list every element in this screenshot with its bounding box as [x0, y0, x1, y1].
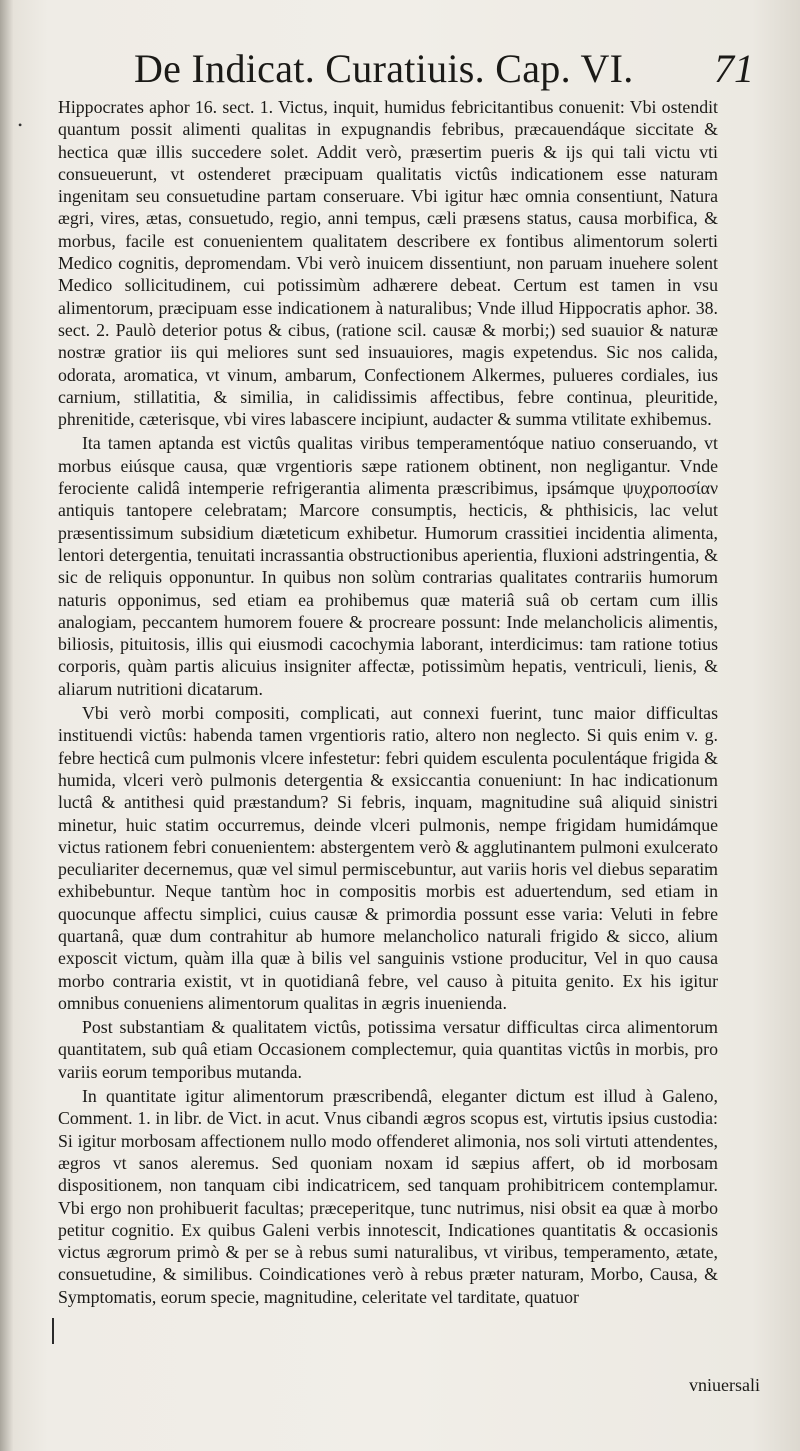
paragraph-2: Ita tamen aptanda est victûs qualitas viribus temperamentóque natiuo conseruando, vt morbus eiúsque causa, quæ vrgentioris sæpe rationem obtinent, non negligantur. Vnde ferociente calidâ intemperie refrigerantia alimenta præscribimus, ipsámque ψυχροποσίαν antiquis tantopere celebratam; Marcore consumptis, hecticis, & phthisicis, lac velut præsentissimum subsidium diæteticum exhibetur. Humorum crassitiei incidentia alimenta, lentori detergentia, tenuitati incrassantia obstructionibus aperientia, fluxioni adstringentia, & sic de reliquis opponuntur. In quibus non solùm contrarias qualitates contrariis humorum naturis opponimus, sed etiam ea prohibemus quæ materiâ suâ ob certam cum illis analogiam, peccantem humorem fouere & procreare possunt: Inde melancholicis alimentis, biliosis, pituitosis, illis qui eiusmodi cacochymia laborant, interdicimus: tam ratione totius corporis, quàm partis alicuius insigniter affectæ, potissimùm hepatis, ventriculi, lienis, & aliarum nutritioni dicatarum. — [58, 433, 718, 699]
paragraph-3: Vbi verò morbi compositi, complicati, aut connexi fuerint, tunc maior difficultas instituendi victûs: habenda tamen vrgentioris ratio, altero non neglecto. Si quis enim v. g. febre hecticâ cum pulmonis vlcere infestetur: febri quidem esculenta poculentáque frigida & humida, vlceri verò pulmonis detergentia & exsiccantia conueniunt: In hac indicationum luctâ & antithesi quid præstandum? Si febris, inquam, magnitudine suâ aliquid sinistri minetur, huic statim occurremus, deinde vlceri pulmonis, nempe frigidam humidámque victus rationem febri conuenientem: abstergentem verò & agglutinantem pulmoni exulcerato peculiariter decernemus, quæ vel simul permiscebuntur, aut variis horis vel diebus separatim exhibebuntur. Neque tantùm hoc in compositis morbis est aduertendum, sed etiam in quocunque affectu simplici, cuius causæ & primordia possunt esse varia: Veluti in febre quartanâ, quæ dum contrahitur ab humore melancholico naturali frigido & sicco, alium exposcit victum, quàm illa quæ à bilis vel sanguinis vstione producitur, Vel in quo causa morbo contraria existit, vt in quotidianâ febre, vel causo à pituita genito. Ex his igitur omnibus conueniens alimentorum qualitas in ægris inuenienda. — [58, 703, 718, 1013]
body-text — [58, 96, 718, 1308]
margin-rule — [52, 1318, 54, 1344]
paragraph-4: Post substantiam & qualitatem victûs, potissima versatur difficultas circa alimentorum quantitatem, sub quâ etiam Occasionem complectemur, quia quantitas victûs in morbis, pro variis eorum temporibus mutanda. — [58, 1017, 718, 1082]
catchword: vniuersali — [689, 1375, 760, 1395]
page-fold-shadow — [0, 0, 14, 1451]
running-title: De Indicat. Curatiuis. Cap. VI. — [134, 46, 634, 91]
paragraph-1: Hippocrates aphor 16. sect. 1. Victus, inquit, humidus febricitantibus conuenit: Vbi ostendit quantum possit alimenti qualitas in expugnandis febribus, præcauendáque siccitate & hectica quæ illis succedere solet. Addit verò, præsertim pueris & ijs qui tali victu vti consueuerunt, vt ostenderet præcipuam qualitatis victûs indicationem esse naturam ingenitam seu consuetudine partam conseruare. Vbi igitur hæc omnia consentiunt, Natura ægri, vires, ætas, consuetudo, regio, anni tempus, cæli præsens status, causa morbifica, & morbus, facile est conuenientem qualitatem describere ex fontibus alimentorum solerti Medico cognitis, depromendam. Vbi verò inuicem dissentiunt, non paruam inuehere solent Medico sollicitudinem, cui potissimùm adhærere debeat. Certum est tamen in vsu alimentorum, præcipuam esse indicationem à naturalibus; Vnde illud Hippocratis aphor. 38. sect. 2. Paulò deterior potus & cibus, (ratione scil. causæ & morbi;) sed suauior & naturæ nostræ gratior iis qui meliores sunt sed insuauiores, magis expetendus. Sic nos calida, odorata, aromatica, vt vinum, ambarum, Confectionem Alkermes, pulueres cordiales, ius carnium, stillatitia, & similia, in calidissimis affectibus, febre continua, pleuritide, phrenitide, cæterisque, vbi vires labascere incipiunt, audacter & summa vtilitate exhibemus. — [58, 97, 718, 430]
paragraph-5: In quantitate igitur alimentorum præscribendâ, eleganter dictum est illud à Galeno, Comment. 1. in libr. de Vict. in acut. Vnus cibandi ægros scopus est, virtutis ipsius custodia: Si igitur morbosam affectionem nullo modo offenderet alimonia, nos soli virtuti attendentes, ægros vt sanos aleremus. Sed quoniam noxam id sæpius affert, ob id morbosam dispositionem, non tanquam cibi indicatricem, sed tanquam prohibitricem contemplamur. Vbi ergo non prohibuerit facultas; præceperitque, tunc nutrimus, nisi obsit ea quæ à morbo petitur cognitio. Ex quibus Galeni verbis innotescit, Indicationes quantitatis & occasionis victus ægrorum primò & per se à rebus sumi naturalibus, vt viribus, temperamento, ætate, consuetudine, & similibus. Coindicationes verò à rebus præter naturam, Morbo, Causa, & Symptomatis, eorum specie, magnitudine, celeritate vel tarditate, quatuor — [58, 1086, 718, 1307]
margin-mark: • — [18, 118, 23, 132]
page-number: 71 — [714, 46, 754, 91]
running-header — [60, 42, 770, 96]
